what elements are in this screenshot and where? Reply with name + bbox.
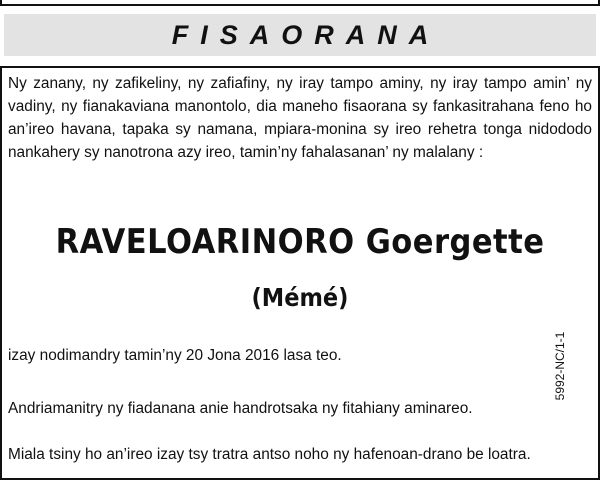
- deceased-nickname: (Mémé): [251, 283, 349, 312]
- blessing-line: Andriamanitry ny fiadanana anie handrotsaka ny fitahiany aminareo.: [8, 400, 473, 417]
- header-band: [4, 14, 596, 56]
- death-date-line: izay nodimandry tamin’ny 20 Jona 2016 lasa teo.: [8, 347, 342, 364]
- deceased-name: RAVELOARINORO Goergette: [55, 222, 545, 262]
- page-title: FISAORANA: [171, 19, 441, 50]
- intro-paragraph: Ny zanany, ny zafikeliny, ny zafiafiny, ny iray tampo aminy, ny iray tampo amin’ ny vadiny, ny fianakaviana manontolo, dia maneho fisaorana sy fankasitrahana feno ho an’ireo havana, tapaka sy namana, mpiara-monina sy ireo rehetra tonga nidododo nankahery sy nanotrona azy ireo, tamin’ny fahalasanan’ ny malalany :: [8, 75, 592, 161]
- apology-line: Miala tsiny ho an’ireo izay tsy tratra antso noho ny hafenoan-drano be loatra.: [8, 446, 531, 463]
- reference-code: 5992-NC/1-1: [553, 331, 567, 401]
- top-border-rule: [0, 0, 600, 6]
